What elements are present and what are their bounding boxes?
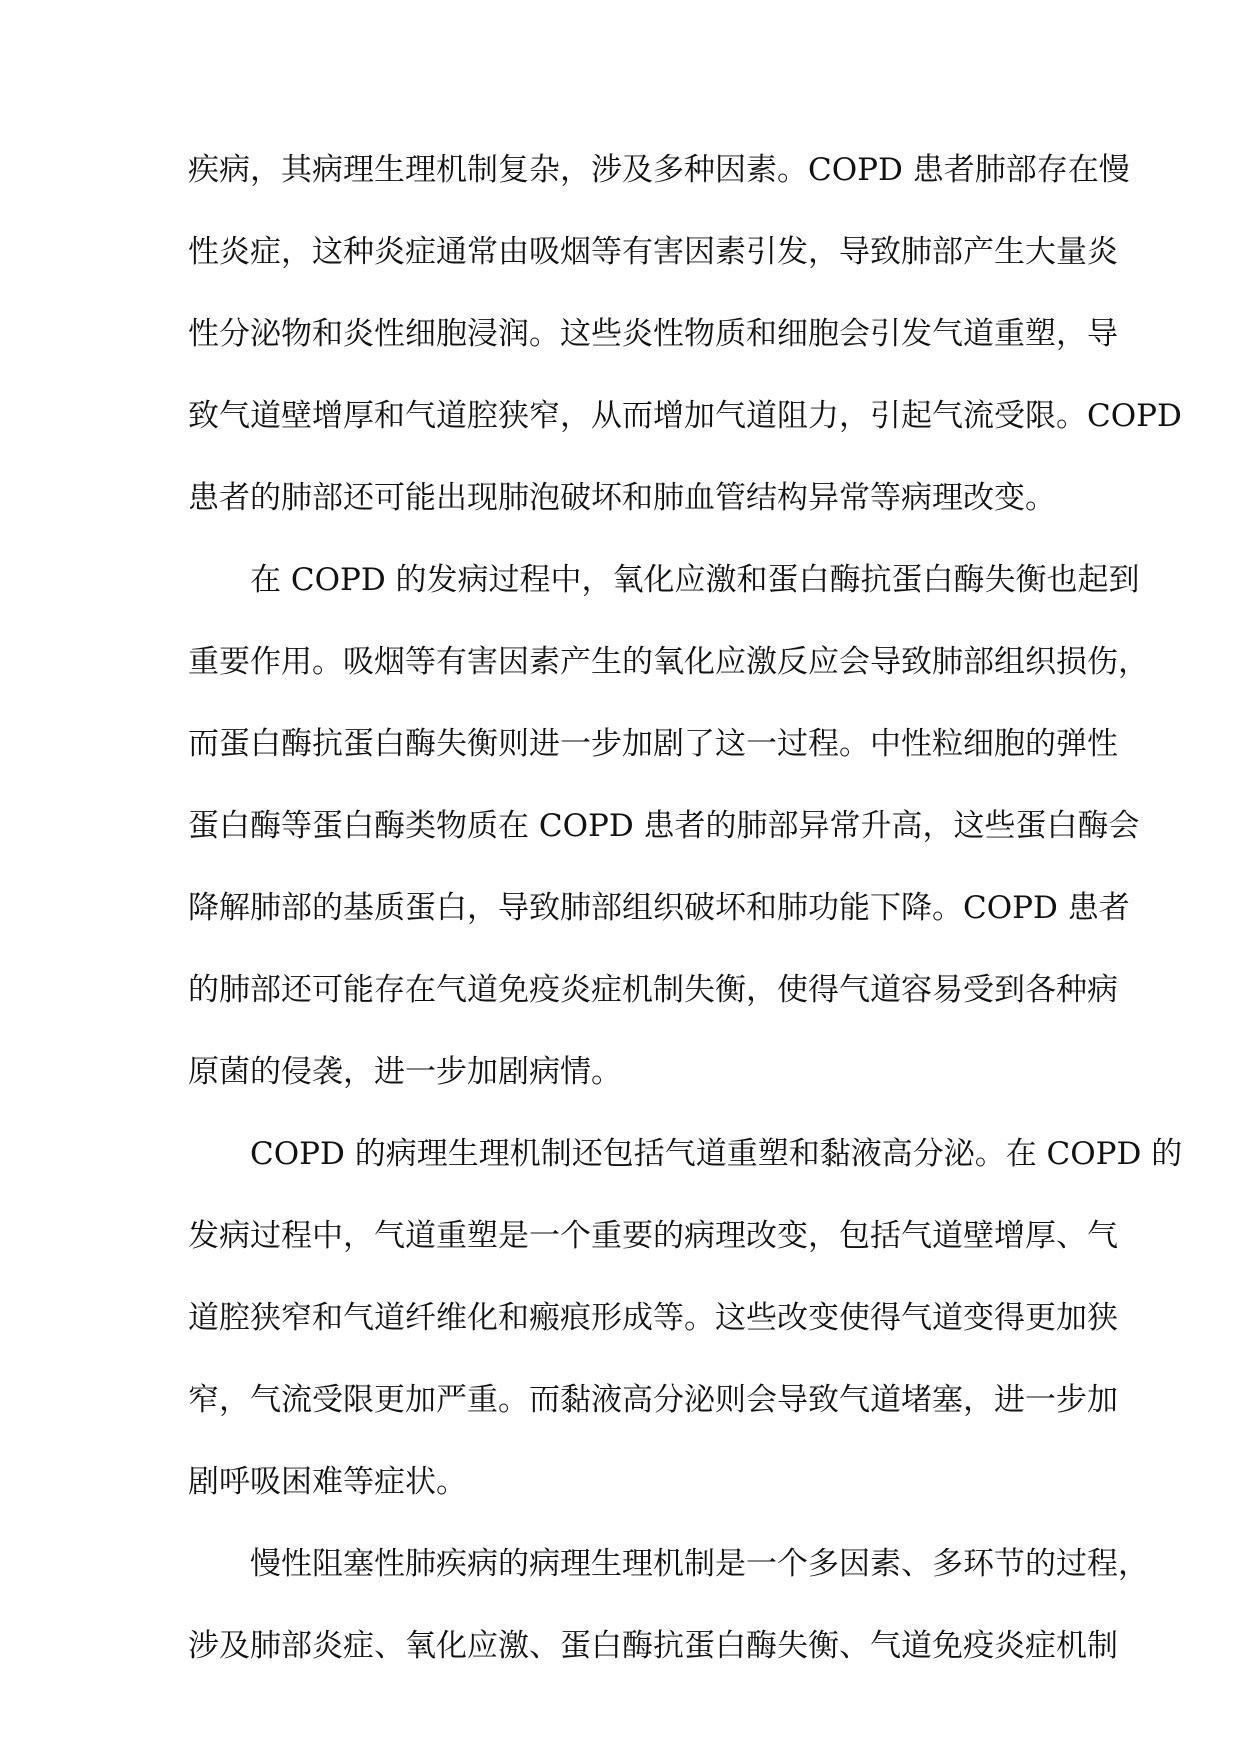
text-line: 重要作用。吸烟等有害因素产生的氧化应激反应会导致肺部组织损伤， (188, 644, 1149, 680)
text-line: 性分泌物和炎性细胞浸润。这些炎性物质和细胞会引发气道重塑，导 (188, 316, 1118, 352)
text-line: 剧呼吸困难等症状。 (188, 1464, 467, 1500)
paragraph-first-line: 在 COPD 的发病过程中，氧化应激和蛋白酶抗蛋白酶失衡也起到 (250, 562, 1140, 598)
text-line: 性炎症，这种炎症通常由吸烟等有害因素引发，导致肺部产生大量炎 (188, 234, 1118, 270)
text-line: 致气道壁增厚和气道腔狭窄，从而增加气道阻力，引起气流受限。COPD (188, 398, 1182, 434)
paragraph-first-line: 慢性阻塞性肺疾病的病理生理机制是一个多因素、多环节的过程， (250, 1546, 1149, 1582)
text-line: 患者的肺部还可能出现肺泡破坏和肺血管结构异常等病理改变。 (188, 480, 1056, 516)
text-line: 的肺部还可能存在气道免疫炎症机制失衡，使得气道容易受到各种病 (188, 972, 1118, 1008)
paragraph-first-line: COPD 的病理生理机制还包括气道重塑和黏液高分泌。在 COPD 的 (250, 1136, 1183, 1172)
text-line: 原菌的侵袭，进一步加剧病情。 (188, 1054, 622, 1090)
text-line: 道腔狭窄和气道纤维化和瘢痕形成等。这些改变使得气道变得更加狭 (188, 1300, 1118, 1336)
text-line: 发病过程中，气道重塑是一个重要的病理改变，包括气道壁增厚、气 (188, 1218, 1118, 1254)
body-text (188, 140, 1183, 1698)
text-line: 涉及肺部炎症、氧化应激、蛋白酶抗蛋白酶失衡、气道免疫炎症机制 (188, 1628, 1118, 1664)
text-line: 疾病，其病理生理机制复杂，涉及多种因素。COPD 患者肺部存在慢 (188, 152, 1130, 188)
text-line: 蛋白酶等蛋白酶类物质在 COPD 患者的肺部异常升高，这些蛋白酶会 (188, 808, 1140, 844)
text-line: 降解肺部的基质蛋白，导致肺部组织破坏和肺功能下降。COPD 患者 (188, 890, 1130, 926)
text-line: 而蛋白酶抗蛋白酶失衡则进一步加剧了这一过程。中性粒细胞的弹性 (188, 726, 1118, 762)
text-line: 窄，气流受限更加严重。而黏液高分泌则会导致气道堵塞，进一步加 (188, 1382, 1118, 1418)
